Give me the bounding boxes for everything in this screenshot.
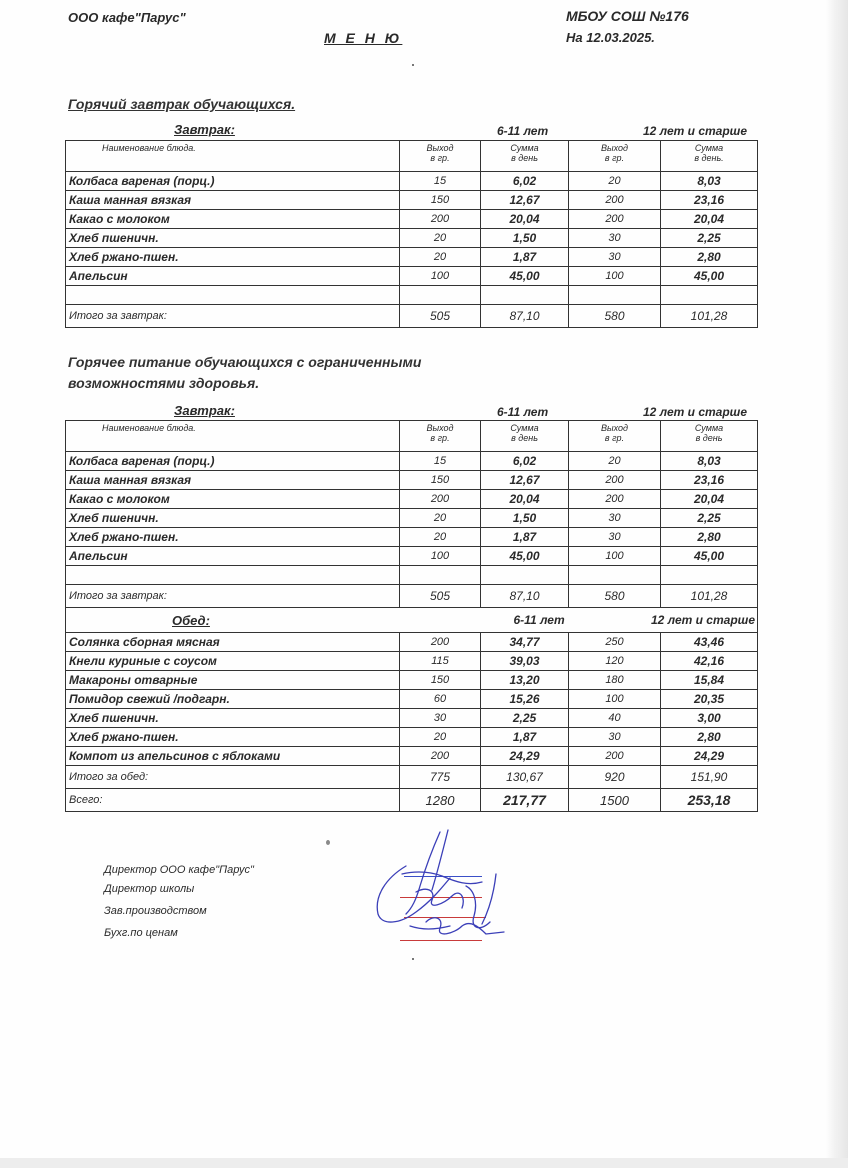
sum-old: 2,25	[661, 229, 758, 248]
scan-edge-shadow	[826, 0, 848, 1168]
col-sum-header	[481, 141, 569, 172]
yield-young: 200	[400, 747, 481, 766]
table-row	[66, 509, 758, 528]
total-yield-old: 580	[569, 585, 661, 608]
col-yield-line1: Выход	[600, 423, 628, 433]
sig-accountant: Бухг.по ценам	[104, 927, 178, 939]
yield-young: 20	[400, 728, 481, 747]
sum-young: 1,50	[481, 509, 569, 528]
col-sum-line1: Сумма	[694, 423, 724, 433]
yield-old: 250	[569, 633, 661, 652]
table-row	[66, 652, 758, 671]
col-yield-line1: Выход	[426, 423, 454, 433]
col-sum-line2: в день	[511, 433, 538, 443]
blank-row	[66, 286, 758, 305]
table-row	[66, 747, 758, 766]
sum-old: 2,25	[661, 509, 758, 528]
table-row	[66, 490, 758, 509]
total-label: Итого за завтрак:	[66, 585, 400, 608]
yield-young: 20	[400, 229, 481, 248]
grand-yield-old: 1500	[569, 789, 661, 812]
dish-name: Каша манная вязкая	[66, 471, 400, 490]
dish-name: Апельсин	[66, 547, 400, 566]
yield-old: 100	[569, 267, 661, 286]
yield-old: 200	[569, 210, 661, 229]
sum-young: 6,02	[481, 452, 569, 471]
sum-old: 43,46	[661, 633, 758, 652]
yield-old: 20	[569, 452, 661, 471]
section1-table	[65, 140, 758, 328]
sum-old: 8,03	[661, 452, 758, 471]
sum-old: 24,29	[661, 747, 758, 766]
sum-old: 20,04	[661, 210, 758, 229]
lunch-age-young: 6-11 лет	[513, 613, 565, 627]
yield-young: 15	[400, 172, 481, 191]
table-row	[66, 728, 758, 747]
grand-total-label: Всего:	[66, 789, 400, 812]
scan-speck	[412, 958, 414, 960]
scan-speck	[326, 840, 330, 845]
yield-old: 30	[569, 229, 661, 248]
sum-old: 2,80	[661, 248, 758, 267]
dish-name: Солянка сборная мясная	[66, 633, 400, 652]
grand-sum-old: 253,18	[661, 789, 758, 812]
section2-meal-label: Завтрак:	[174, 403, 235, 418]
col-yield-header	[400, 141, 481, 172]
sum-young: 20,04	[481, 210, 569, 229]
col-sum-line1: Сумма	[510, 143, 539, 153]
yield-young: 20	[400, 248, 481, 267]
yield-old: 200	[569, 191, 661, 210]
table-header-row	[66, 421, 758, 452]
yield-young: 60	[400, 690, 481, 709]
dish-name: Какао с молоком	[66, 210, 400, 229]
section2-table	[65, 420, 758, 812]
col-sum-line1: Сумма	[694, 143, 724, 153]
company-name: ООО кафе"Парус"	[68, 10, 186, 25]
col-sum-header	[481, 421, 569, 452]
sum-old: 15,84	[661, 671, 758, 690]
col-yield-line2: в гр.	[430, 153, 450, 163]
sum-young: 12,67	[481, 191, 569, 210]
col-sum-line2: в день.	[694, 153, 724, 163]
table-row	[66, 471, 758, 490]
col-yield-line1: Выход	[426, 143, 454, 153]
col-yield-line2: в гр.	[604, 153, 625, 163]
sum-young: 2,25	[481, 709, 569, 728]
table-row	[66, 547, 758, 566]
scan-bottom-edge	[0, 1158, 848, 1168]
grand-total-row	[66, 789, 758, 812]
lunch-age-old-cell	[650, 608, 758, 633]
page-title: М Е Н Ю	[324, 30, 403, 46]
sum-old: 20,35	[661, 690, 758, 709]
total-yield-old: 580	[569, 305, 661, 328]
yield-old: 100	[569, 690, 661, 709]
dish-name: Помидор свежий /подгарн.	[66, 690, 400, 709]
sum-old: 2,80	[661, 528, 758, 547]
col-yield-line2: в гр.	[430, 433, 450, 443]
col-sum-header	[661, 421, 758, 452]
col-sum-line1: Сумма	[510, 423, 539, 433]
lunch-age-old: 12 лет и старше	[650, 613, 755, 627]
sum-young: 39,03	[481, 652, 569, 671]
yield-old: 30	[569, 728, 661, 747]
lunch-header-row	[66, 608, 758, 633]
sum-young: 6,02	[481, 172, 569, 191]
table-row	[66, 229, 758, 248]
yield-old: 180	[569, 671, 661, 690]
table-row	[66, 633, 758, 652]
sum-old: 20,04	[661, 490, 758, 509]
yield-old: 20	[569, 172, 661, 191]
sum-young: 1,87	[481, 248, 569, 267]
section2-title-line2: возможностями здоровья.	[68, 375, 260, 391]
yield-old: 30	[569, 248, 661, 267]
total-sum-old: 101,28	[661, 305, 758, 328]
yield-young: 100	[400, 547, 481, 566]
section1-age-young: 6-11 лет	[497, 124, 549, 138]
sig-director-school: Директор школы	[104, 883, 195, 895]
yield-young: 115	[400, 652, 481, 671]
yield-young: 200	[400, 210, 481, 229]
yield-young: 150	[400, 191, 481, 210]
sum-young: 20,04	[481, 490, 569, 509]
total-label: Итого за завтрак:	[66, 305, 400, 328]
yield-young: 150	[400, 671, 481, 690]
yield-young: 200	[400, 490, 481, 509]
menu-date: На 12.03.2025.	[566, 30, 655, 45]
sum-young: 1,87	[481, 528, 569, 547]
grand-yield-young: 1280	[400, 789, 481, 812]
sum-young: 13,20	[481, 671, 569, 690]
total-yield-young: 505	[400, 305, 481, 328]
sum-old: 3,00	[661, 709, 758, 728]
total-row	[66, 585, 758, 608]
total-sum-old: 101,28	[661, 585, 758, 608]
table-row	[66, 690, 758, 709]
total-sum-young: 87,10	[481, 305, 569, 328]
yield-young: 100	[400, 267, 481, 286]
sum-young: 15,26	[481, 690, 569, 709]
yield-young: 200	[400, 633, 481, 652]
total-row	[66, 305, 758, 328]
col-sum-line2: в день	[695, 433, 723, 443]
section2-age-old: 12 лет и старше	[643, 405, 748, 419]
table-row	[66, 191, 758, 210]
col-yield-header	[569, 421, 661, 452]
table-row	[66, 172, 758, 191]
lunch-meal-label: Обед:	[172, 612, 210, 628]
dish-name: Хлеб ржано-пшен.	[66, 248, 400, 267]
section2-title-line1: Горячее питание обучающихся с ограниченными	[68, 354, 422, 370]
table-row	[66, 671, 758, 690]
section1-age-old: 12 лет и старше	[643, 124, 748, 138]
total-label: Итого за обед:	[66, 766, 400, 789]
yield-old: 200	[569, 490, 661, 509]
table-row	[66, 528, 758, 547]
dish-name: Какао с молоком	[66, 490, 400, 509]
yield-old: 40	[569, 709, 661, 728]
total-sum-old: 151,90	[661, 766, 758, 789]
dish-name: Колбаса вареная (порц.)	[66, 172, 400, 191]
handwritten-signature	[370, 826, 520, 956]
sum-old: 42,16	[661, 652, 758, 671]
grand-sum-young: 217,77	[481, 789, 569, 812]
lunch-meal-cell	[66, 608, 400, 633]
section1-title: Горячий завтрак обучающихся.	[68, 96, 296, 112]
total-yield-old: 920	[569, 766, 661, 789]
yield-old: 30	[569, 509, 661, 528]
dish-name: Кнели куриные с соусом	[66, 652, 400, 671]
table-row	[66, 248, 758, 267]
table-row	[66, 709, 758, 728]
table-row	[66, 267, 758, 286]
dish-name: Хлеб пшеничн.	[66, 509, 400, 528]
section2-age-young: 6-11 лет	[497, 405, 549, 419]
sum-young: 24,29	[481, 747, 569, 766]
yield-old: 200	[569, 747, 661, 766]
yield-old: 30	[569, 528, 661, 547]
scan-speck	[412, 64, 414, 66]
yield-young: 150	[400, 471, 481, 490]
yield-young: 20	[400, 528, 481, 547]
total-sum-young: 130,67	[481, 766, 569, 789]
col-yield-line2: в гр.	[604, 433, 625, 443]
sum-young: 1,50	[481, 229, 569, 248]
sum-young: 12,67	[481, 471, 569, 490]
sum-old: 2,80	[661, 728, 758, 747]
blank-row	[66, 566, 758, 585]
total-row	[66, 766, 758, 789]
dish-name: Макароны отварные	[66, 671, 400, 690]
school-name: МБОУ СОШ №176	[566, 8, 689, 24]
sum-old: 45,00	[661, 547, 758, 566]
sum-young: 45,00	[481, 547, 569, 566]
col-sum-header	[661, 141, 758, 172]
yield-young: 15	[400, 452, 481, 471]
dish-name: Хлеб ржано-пшен.	[66, 528, 400, 547]
col-name-header: Наименование блюда.	[66, 421, 400, 452]
sum-old: 23,16	[661, 191, 758, 210]
sum-old: 8,03	[661, 172, 758, 191]
dish-name: Колбаса вареная (порц.)	[66, 452, 400, 471]
yield-old: 200	[569, 471, 661, 490]
table-row	[66, 210, 758, 229]
table-header-row	[66, 141, 758, 172]
yield-old: 100	[569, 547, 661, 566]
sig-director-cafe: Директор ООО кафе"Парус"	[104, 864, 254, 876]
dish-name: Хлеб ржано-пшен.	[66, 728, 400, 747]
dish-name: Апельсин	[66, 267, 400, 286]
dish-name: Каша манная вязкая	[66, 191, 400, 210]
total-sum-young: 87,10	[481, 585, 569, 608]
dish-name: Хлеб пшеничн.	[66, 709, 400, 728]
sum-old: 23,16	[661, 471, 758, 490]
col-yield-header	[569, 141, 661, 172]
sum-old: 45,00	[661, 267, 758, 286]
sum-young: 45,00	[481, 267, 569, 286]
total-yield-young: 505	[400, 585, 481, 608]
col-yield-line1: Выход	[600, 143, 628, 153]
sig-production: Зав.производством	[104, 905, 207, 917]
col-sum-line2: в день	[511, 153, 538, 163]
yield-old: 120	[569, 652, 661, 671]
section1-meal-label: Завтрак:	[174, 122, 235, 137]
dish-name: Хлеб пшеничн.	[66, 229, 400, 248]
yield-young: 20	[400, 509, 481, 528]
table-row	[66, 452, 758, 471]
sum-young: 1,87	[481, 728, 569, 747]
yield-young: 30	[400, 709, 481, 728]
total-yield-young: 775	[400, 766, 481, 789]
col-name-header: Наименование блюда.	[66, 141, 400, 172]
sum-young: 34,77	[481, 633, 569, 652]
lunch-age-young-cell	[481, 608, 661, 633]
col-yield-header	[400, 421, 481, 452]
dish-name: Компот из апельсинов с яблоками	[66, 747, 400, 766]
